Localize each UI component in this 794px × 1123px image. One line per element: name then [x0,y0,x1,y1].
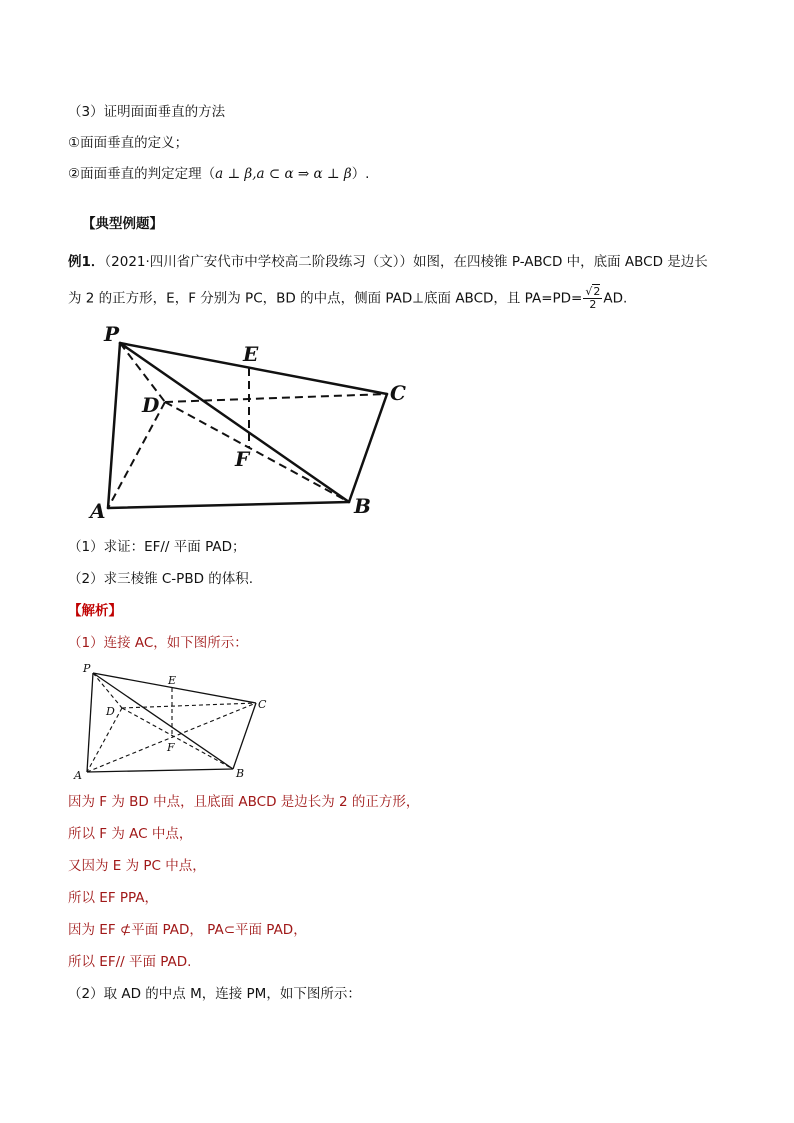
fig2-edge-PA [87,673,93,772]
example-text-1: （2021·四川省广安代市中学校高二阶段练习（文））如图，在四棱锥 P-ABCD 中，底面 ABCD 是边长 [104,254,708,270]
fraction-denominator: 2 [589,298,597,311]
label-E: E [243,342,259,366]
solution-line-5: 因为 EF ⊄平面 PAD， PA⊂平面 PAD， [68,922,307,938]
typical-examples-title: 【典型例题】 [82,216,163,232]
fig2-edge-AD [87,708,122,772]
label-F: F [235,447,250,471]
fraction-numerator: 2 [593,285,601,298]
method-item-1: ①面面垂直的定义； [68,135,189,151]
label-A: A [90,499,106,523]
example-label: 例1． [68,254,105,270]
fig2-label-A: A [74,769,82,782]
method-item-2-formula: a ⊥ β,a ⊂ α ⇒ α ⊥ β [215,166,352,182]
solution-step-1: （1）连接 AC，如下图所示： [68,635,248,651]
example-text-2-suffix: AD. [603,290,628,307]
fig2-label-D: D [106,705,115,718]
fig2-label-F: F [167,741,175,754]
sqrt2-over-2-fraction: $\frac{√2}{2}$ [585,285,601,311]
fig2-edge-AB [87,769,233,772]
solution-line-2: 所以 F 为 AC 中点， [68,826,193,842]
fig2-label-C: C [258,698,267,711]
label-B: B [354,494,371,518]
pyramid-figure-2 [73,662,267,782]
solution-line-4: 所以 EF PPA， [68,890,159,906]
edge-DB-dashed [165,402,349,502]
edge-AB [108,502,349,508]
edge-BC [349,394,387,502]
edge-PA [108,343,120,508]
fig2-edge-BC [233,703,256,769]
analysis-title: 【解析】 [68,603,122,619]
method-item-2-prefix: ②面面垂直的判定定理（ [68,166,216,182]
solution-line-6: 所以 EF// 平面 PAD. [68,954,192,970]
edge-AD-dashed [108,402,165,508]
method-item-2-suffix: ）. [351,166,370,182]
fig2-label-B: B [236,767,245,780]
label-P: P [104,322,120,346]
question-1: （1）求证：EF// 平面 PAD； [68,539,246,555]
solution-step-2: （2）取 AD 的中点 M，连接 PM，如下图所示： [68,986,361,1002]
edge-PB [120,343,349,502]
fig2-label-E: E [168,674,177,687]
label-D: D [142,393,160,417]
example-text-2: 为 2 的正方形，E，F 分别为 PC，BD 的中点，侧面 PAD⊥底面 ABCD，且 PA=PD= [68,290,583,307]
question-2: （2）求三棱锥 C-PBD 的体积. [68,571,254,587]
fig2-label-P: P [83,662,91,675]
solution-line-1: 因为 F 为 BD 中点，且底面 ABCD 是边长为 2 的正方形， [68,794,420,810]
label-C: C [390,381,406,405]
solution-line-3: 又因为 E 为 PC 中点， [68,858,206,874]
fig2-edge-DB [122,708,233,769]
section-heading: （3）证明面面垂直的方法 [68,104,226,120]
